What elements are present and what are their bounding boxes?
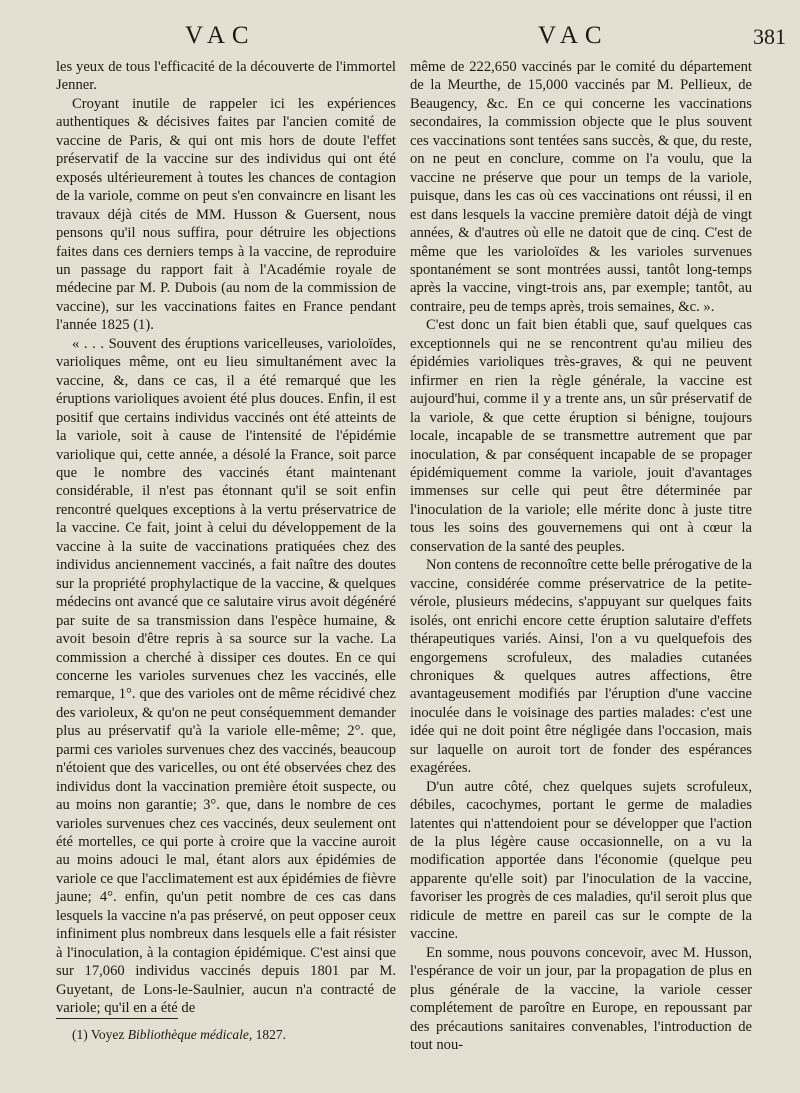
- paragraph: même de 222,650 vaccinés par le comité du département de la Meurthe, de 15,000 vaccinés par M. Pellieux, de Beaugency, &c. En ce qui concerne les vaccinations secondaires, la commission objecte que le plus souvent ces vaccinations sont tentées sans succès, & que, du reste, on ne peut en conclure, comme on l'a voulu, que la vaccine ne préserve que pour un temps de la variole, puisque, dans les cas où ces vaccinations ont réussi, il en est dans lesquels la vaccine première datoit déjà de vingt années, & d'autres où elle ne datoit que de cinq. C'est de même que les varioloïdes & les varioles survenues spontanément se sont montrées aussi, tantôt long-temps après la vaccine, vingt-trois ans, par exemple; tantôt, au contraire, peu de temps après, trois semaines, &c. ».: [410, 59, 752, 315]
- footnote-marker: (1) Voyez: [72, 1027, 125, 1042]
- left-column: [56, 58, 396, 1018]
- footnote-year: , 1827.: [248, 1027, 286, 1042]
- footnote-source: Bibliothèque médicale: [127, 1027, 249, 1042]
- paragraph: C'est donc un fait bien établi que, sauf quelques cas exceptionnels qui ne se rencontrent qu'au milieu des épidémies varioliques très-graves, & qui ne peuvent infirmer en rien la règle générale, la vaccine est aujourd'hui, comme il y a trente ans, un sûr préservatif de la variole, & que cette éruption si bénigne, toujours locale, incapable de se transmettre autrement que par inoculation, & par conséquent incapable de se propager épidémiquement comme la variole, jouit d'avantages immenses sur celle qui peut être déterminée par l'inoculation de la variole; elle mérite donc à juste titre tous les soins des gouvernemens qui ont à cœur la conservation de la santé des peuples.: [410, 317, 752, 555]
- paragraph: Non contens de reconnoître cette belle prérogative de la vaccine, considérée comme préservatrice de la petite-vérole, plusieurs médecins, s'appuyant sur quelques faits isolés, ont enrichi encore cette éruption salutaire d'effets thérapeutiques variés. Ainsi, l'on a vu quelquefois des engorgemens scrofuleux, des maladies cutanées chroniques & quelques autres affections, être avantageusement modifiés par l'éruption d'une vaccine inoculée dans le voisinage des parties malades: c'est une idée qui ne doit point être négligée dans l'occasion, mais sur laquelle on auroit tort de fonder des espérances exagérées.: [410, 557, 752, 777]
- right-column: [410, 58, 752, 1054]
- paragraph: les yeux de tous l'efficacité de la découverte de l'immortel Jenner.: [56, 59, 396, 94]
- page-number: 381: [753, 24, 786, 49]
- footnote: [72, 1027, 286, 1043]
- running-header-right: VAC: [538, 22, 609, 49]
- paragraph: D'un autre côté, chez quelques sujets scrofuleux, débiles, cacochymes, portant le germe de maladies latentes qui n'attendoient pour se développer que l'action de la plus légère cause occasionnelle, on a vu la modification apportée dans l'économie (quelque peu apparente qu'elle soit) par l'inoculation de la vaccine, favoriser les progrès de ces maladies, qu'il seroit plus que ridicule de mettre en pareil cas sur le compte de la vaccine.: [410, 778, 752, 943]
- paragraph: En somme, nous pouvons concevoir, avec M. Husson, l'espérance de voir un jour, par la propagation de plus en plus générale de la vaccine, la variole cesser complétement de paroître en Europe, en repoussant par des précautions sanitaires convenables, l'introduction de tout nou-: [410, 944, 752, 1054]
- paragraph: Croyant inutile de rappeler ici les expériences authentiques & décisives faites par l'ancien comité de vaccine de Paris, & qui ont mis hors de doute l'effet préservatif de la vaccine sur des individus qui ont été exposés ultérieurement à toutes les chances de contagion de la variole, comme on peut s'en convaincre en lisant les travaux déjà cités de MM. Husson & Guersent, nous pensons qu'il nous suffira, pour détruire les objections faites dans ces derniers temps à la vaccine, de reproduire un passage du rapport fait à l'Académie royale de médecine par M. P. Dubois (au nom de la commission de vaccine), sur les vaccinations faites en France pendant l'année 1825 (1).: [56, 95, 396, 334]
- running-header-left: VAC: [185, 22, 256, 49]
- footnote-rule: [56, 1018, 178, 1019]
- paragraph: « . . . Souvent des éruptions varicelleuses, varioloïdes, varioliques même, ont eu lieu simultanément avec la vaccine, &, dans ce cas, il a été remarqué que les éruptions varioliques avoient été plus douces. Enfin, il est positif que certains individus vaccinés ont été atteints de la variole, soit à cause de l'intensité de l'épidémie variolique qui, cette année, a désolé la France, soit parce que le nombre des vaccinés étant maintenant considérable, il n'est pas étonnant qu'il se soit enfin rencontré quelques exceptions à la vertu préservatrice de la vaccine. Ce fait, joint à celui du développement de la vaccine à la suite de vaccinations pratiquées chez des individus anciennement vaccinés, a fait naître des doutes sur la propriété prophylactique de la vaccine, & quelques médecins ont avancé que ce salutaire virus avoit dégénéré par suite de sa transmission dans l'espèce humaine, & avoit besoin d'être repris à sa source sur la vache. La commission a cherché à dissiper ces doutes. En ce qui concerne les varioles survenues chez les vaccinés, elle remarque, 1°. que des varioles ont de même récidivé chez des varioleux, & qu'on ne peut conséquemment demander plus au préservatif qu'à la variole elle-même; 2°. que, parmi ces varioles survenues chez des vaccinés, beaucoup n'étoient que des varicelles, ou ont été observées chez des individus dont la vaccination première étoit suspecte, ou au moins non garantie; 3°. que, dans le nombre de ces varioles survenues chez ces vaccinés, deux seulement ont été mortelles, ce qui porte à croire que la vaccine auroit au moins adouci le mal, étant alors aux épidémies de variole ce que l'acclimatement est aux épidémies de fièvre jaune; 4°. enfin, qu'un petit nombre de ces cas dans lesquels la vaccine n'a pas préservé, on peut opposer ceux infiniment plus nombreux dans lesquels elle a fait résister à l'inoculation, à la contagion épidémique. C'est ainsi que sur 17,060 individus vaccinés depuis 1801 par M. Guyetant, de Lons-le-Saulnier, aucun n'a contracté de variole; qu'il en a été de: [56, 335, 396, 1017]
